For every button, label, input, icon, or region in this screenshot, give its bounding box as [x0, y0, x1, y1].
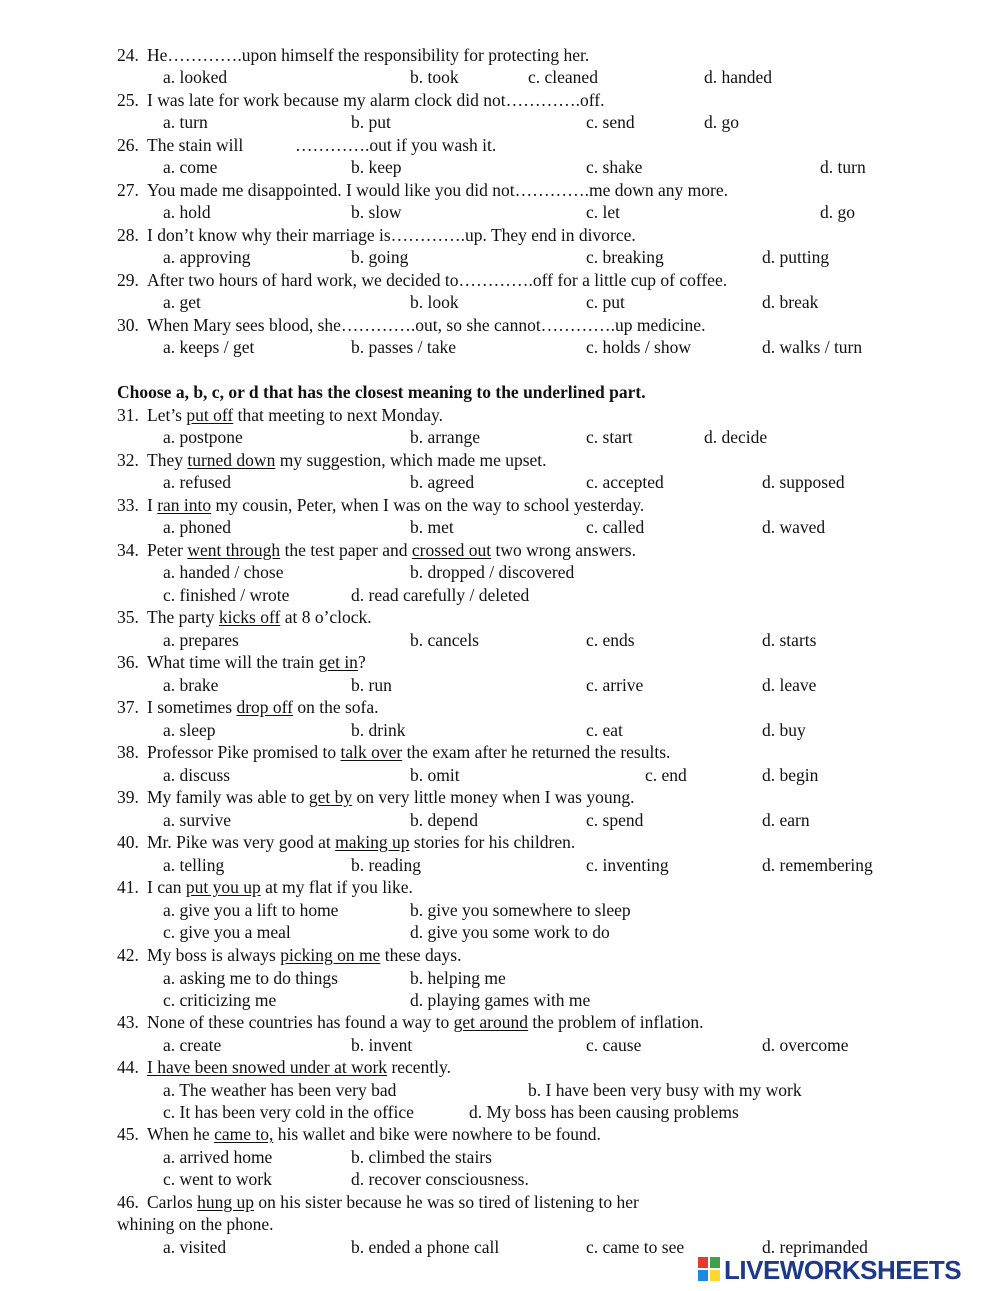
options-row	[0, 1168, 1000, 1190]
answer-option: a. prepares	[163, 630, 239, 650]
question-46-continuation	[0, 1213, 1000, 1235]
underlined-phrase: came to,	[214, 1124, 274, 1144]
options-row	[0, 584, 1000, 606]
options-row	[0, 111, 1000, 133]
question-text-segment: Peter	[147, 540, 188, 560]
question-text	[147, 269, 727, 291]
question-number: 46.	[117, 1192, 139, 1212]
question-text-segment: What time will the train	[147, 652, 319, 672]
question-25	[0, 89, 1000, 111]
question-number: 40.	[117, 832, 139, 852]
answer-option: b. reading	[351, 855, 421, 875]
question-45	[0, 1123, 1000, 1145]
answer-option: c. send	[586, 112, 635, 132]
options-row	[0, 764, 1000, 786]
answer-option: c. start	[586, 427, 633, 447]
question-text-segment: at 8 o’clock.	[280, 607, 372, 627]
answer-option: a. postpone	[163, 427, 243, 447]
question-text-segment: at my flat if you like.	[260, 877, 413, 897]
question-number: 35.	[117, 607, 139, 627]
answer-option: d. recover consciousness.	[351, 1169, 529, 1189]
underlined-phrase: making up	[335, 832, 410, 852]
answer-option: d. earn	[762, 810, 810, 830]
question-number: 45.	[117, 1124, 139, 1144]
answer-option: a. handed / chose	[163, 562, 284, 582]
options-row	[0, 471, 1000, 493]
question-39	[0, 786, 1000, 808]
answer-option: b. give you somewhere to sleep	[410, 900, 631, 920]
options-row	[0, 1101, 1000, 1123]
question-text-segment: the problem of inflation.	[528, 1012, 704, 1032]
answer-option: d. supposed	[762, 472, 845, 492]
answer-option: a. arrived home	[163, 1147, 273, 1167]
question-text	[147, 89, 604, 111]
answer-option: c. end	[645, 765, 687, 785]
answer-option: c. eat	[586, 720, 623, 740]
options-row	[0, 674, 1000, 696]
question-text-segment: When Mary sees blood, she………….out, so she cannot………….up medicine.	[147, 315, 706, 335]
liveworksheets-logo-text: LIVEWORKSHEETS	[724, 1255, 962, 1285]
question-text-segment: I don’t know why their marriage is………….up. They end in divorce.	[147, 225, 636, 245]
question-30	[0, 314, 1000, 336]
underlined-phrase: turned down	[187, 450, 276, 470]
answer-option: c. criticizing me	[163, 990, 277, 1010]
options-row	[0, 561, 1000, 583]
answer-option: c. spend	[586, 810, 644, 830]
question-44	[0, 1056, 1000, 1078]
question-number: 41.	[117, 877, 139, 897]
question-text	[147, 944, 462, 966]
answer-option: a. brake	[163, 675, 219, 695]
question-41	[0, 876, 1000, 898]
answer-option: d. remembering	[762, 855, 873, 875]
options-row	[0, 854, 1000, 876]
question-text-segment: When he	[147, 1124, 215, 1144]
question-number: 26.	[117, 135, 139, 155]
answer-option: d. give you some work to do	[410, 922, 610, 942]
question-text-segment: Mr. Pike was very good at	[147, 832, 336, 852]
answer-option: c. let	[586, 202, 621, 222]
question-text	[147, 1056, 451, 1078]
question-text	[147, 876, 413, 898]
question-text-segment: my suggestion, which made me upset.	[275, 450, 547, 470]
question-number: 32.	[117, 450, 139, 470]
question-text-segment: my cousin, Peter, when I was on the way to school yesterday.	[211, 495, 645, 515]
answer-option: a. hold	[163, 202, 211, 222]
question-26	[0, 134, 1000, 156]
answer-option: a. turn	[163, 112, 208, 132]
answer-option: d. decide	[704, 427, 768, 447]
underlined-phrase: put off	[186, 405, 234, 425]
question-number: 39.	[117, 787, 139, 807]
answer-option: d. begin	[762, 765, 819, 785]
question-text	[147, 179, 728, 201]
answer-option: b. put	[351, 112, 391, 132]
answer-option: c. ends	[586, 630, 635, 650]
options-row	[0, 967, 1000, 989]
answer-option: c. finished / wrote	[163, 585, 290, 605]
answer-option: a. give you a lift to home	[163, 900, 339, 920]
question-24	[0, 44, 1000, 66]
question-text	[147, 494, 644, 516]
underlined-phrase: hung up	[197, 1192, 254, 1212]
answer-option: b. dropped / discovered	[410, 562, 575, 582]
options-row	[0, 426, 1000, 448]
underlined-phrase: drop off	[236, 697, 293, 717]
question-text	[147, 1123, 601, 1145]
underlined-phrase: put you up	[185, 877, 261, 897]
question-text-segment: the exam after he returned the results.	[402, 742, 671, 762]
options-row	[0, 1146, 1000, 1168]
answer-option: b. slow	[351, 202, 402, 222]
answer-option: b. helping me	[410, 968, 506, 988]
answer-option: c. breaking	[586, 247, 664, 267]
answer-option: b. look	[410, 292, 459, 312]
question-number: 28.	[117, 225, 139, 245]
underlined-phrase: I have been snowed under at work	[147, 1057, 388, 1077]
answer-option: c. called	[586, 517, 645, 537]
answer-option: b. omit	[410, 765, 460, 785]
question-number: 38.	[117, 742, 139, 762]
question-text: The stain will	[147, 135, 244, 155]
question-35	[0, 606, 1000, 628]
question-27	[0, 179, 1000, 201]
answer-option: d. buy	[762, 720, 806, 740]
underlined-phrase: get around	[453, 1012, 529, 1032]
question-number: 44.	[117, 1057, 139, 1077]
answer-option: a. phoned	[163, 517, 232, 537]
underlined-phrase: get in	[318, 652, 358, 672]
question-28	[0, 224, 1000, 246]
underlined-phrase: get by	[308, 787, 353, 807]
answer-option: d. My boss has been causing problems	[469, 1102, 739, 1122]
answer-option: c. went to work	[163, 1169, 272, 1189]
answer-option: b. ended a phone call	[351, 1237, 500, 1257]
answer-option: c. arrive	[586, 675, 644, 695]
answer-option: a. refused	[163, 472, 232, 492]
options-row	[0, 156, 1000, 178]
answer-option: b. arrange	[410, 427, 480, 447]
question-text	[147, 651, 366, 673]
options-row	[0, 66, 1000, 88]
question-text: ………….out if you wash it.	[295, 135, 497, 155]
liveworksheets-logo-icon	[698, 1257, 720, 1281]
question-37	[0, 696, 1000, 718]
question-text	[147, 1191, 639, 1213]
question-32	[0, 449, 1000, 471]
question-text-segment: You made me disappointed. I would like you did not………….me down any more.	[147, 180, 729, 200]
answer-option: d. playing games with me	[410, 990, 591, 1010]
question-text	[147, 449, 547, 471]
answer-option: b. passes / take	[351, 337, 456, 357]
answer-option: d. break	[762, 292, 819, 312]
answer-option: a. discuss	[163, 765, 231, 785]
options-row	[0, 809, 1000, 831]
question-text-segment: that meeting to next Monday.	[233, 405, 443, 425]
question-34	[0, 539, 1000, 561]
question-text-segment: They	[147, 450, 188, 470]
liveworksheets-logo	[698, 1255, 998, 1285]
answer-option: d. waved	[762, 517, 826, 537]
answer-option: c. put	[586, 292, 625, 312]
answer-option: d. read carefully / deleted	[351, 585, 530, 605]
question-number: 33.	[117, 495, 139, 515]
question-number: 42.	[117, 945, 139, 965]
options-row	[0, 921, 1000, 943]
question-text-segment: The party	[147, 607, 219, 627]
answer-option: a. survive	[163, 810, 232, 830]
question-text	[147, 786, 635, 808]
underlined-phrase: ran into	[157, 495, 212, 515]
question-38	[0, 741, 1000, 763]
question-text-segment: None of these countries has found a way to	[147, 1012, 454, 1032]
question-text-segment: I can	[147, 877, 186, 897]
question-text-continuation: whining on the phone.	[117, 1214, 274, 1234]
question-text-segment: After two hours of hard work, we decided to………….off for a little cup of coffee.	[147, 270, 728, 290]
answer-option: a. The weather has been very bad	[163, 1080, 397, 1100]
options-row	[0, 899, 1000, 921]
answer-option: b. I have been very busy with my work	[528, 1080, 802, 1100]
options-row	[0, 516, 1000, 538]
question-number: 30.	[117, 315, 139, 335]
options-row	[0, 1079, 1000, 1101]
underlined-phrase: went through	[187, 540, 281, 560]
question-42	[0, 944, 1000, 966]
answer-option: a. sleep	[163, 720, 216, 740]
question-40	[0, 831, 1000, 853]
question-text	[147, 831, 575, 853]
answer-option: c. inventing	[586, 855, 669, 875]
answer-option: b. run	[351, 675, 392, 695]
answer-option: c. came to see	[586, 1237, 685, 1257]
question-text-segment: Carlos	[147, 1192, 198, 1212]
question-text-segment: these days.	[380, 945, 462, 965]
question-text-segment: on his sister because he was so tired of listening to her	[253, 1192, 639, 1212]
answer-option: d. go	[820, 202, 855, 222]
question-text-segment: recently.	[387, 1057, 452, 1077]
answer-option: a. telling	[163, 855, 225, 875]
options-row	[0, 201, 1000, 223]
question-text-segment: stories for his children.	[409, 832, 576, 852]
question-31	[0, 404, 1000, 426]
answer-option: c. holds / show	[586, 337, 691, 357]
question-text-segment: his wallet and bike were nowhere to be found.	[273, 1124, 601, 1144]
answer-option: b. cancels	[410, 630, 479, 650]
answer-option: a. create	[163, 1035, 222, 1055]
question-text	[147, 44, 589, 66]
answer-option: d. turn	[820, 157, 866, 177]
question-number: 37.	[117, 697, 139, 717]
question-text-segment: on very little money when I was young.	[352, 787, 635, 807]
answer-option: c. give you a meal	[163, 922, 291, 942]
answer-option: d. go	[704, 112, 739, 132]
section-heading	[0, 381, 1000, 403]
question-number: 25.	[117, 90, 139, 110]
underlined-phrase: crossed out	[411, 540, 492, 560]
question-number: 24.	[117, 45, 139, 65]
options-row	[0, 629, 1000, 651]
answer-option: d. leave	[762, 675, 817, 695]
question-text-segment: the test paper and	[280, 540, 412, 560]
question-number: 31.	[117, 405, 139, 425]
answer-option: c. cause	[586, 1035, 642, 1055]
answer-option: a. keeps / get	[163, 337, 255, 357]
options-row	[0, 246, 1000, 268]
answer-option: b. going	[351, 247, 409, 267]
answer-option: c. It has been very cold in the office	[163, 1102, 414, 1122]
underlined-phrase: picking on me	[280, 945, 381, 965]
question-text	[147, 404, 443, 426]
question-text-segment: I	[147, 495, 158, 515]
question-text	[147, 606, 372, 628]
answer-option: d. reprimanded	[762, 1237, 868, 1257]
question-text	[147, 224, 636, 246]
answer-option: b. invent	[351, 1035, 413, 1055]
options-row	[0, 336, 1000, 358]
answer-option: b. agreed	[410, 472, 475, 492]
question-36	[0, 651, 1000, 673]
answer-option: c. shake	[586, 157, 643, 177]
question-text	[147, 539, 636, 561]
answer-option: d. overcome	[762, 1035, 849, 1055]
answer-option: d. starts	[762, 630, 817, 650]
question-29	[0, 269, 1000, 291]
underlined-phrase: talk over	[340, 742, 403, 762]
question-text-segment: I sometimes	[147, 697, 237, 717]
question-46	[0, 1191, 1000, 1213]
answer-option: a. come	[163, 157, 218, 177]
question-text-segment: ?	[357, 652, 366, 672]
answer-option: d. walks / turn	[762, 337, 863, 357]
question-text-segment: My family was able to	[147, 787, 309, 807]
question-number: 43.	[117, 1012, 139, 1032]
options-row	[0, 291, 1000, 313]
answer-option: a. looked	[163, 67, 228, 87]
options-row	[0, 719, 1000, 741]
question-text-segment: Let’s	[147, 405, 187, 425]
question-text-segment: My boss is always	[147, 945, 281, 965]
answer-option: b. keep	[351, 157, 402, 177]
question-text-segment: on the sofa.	[292, 697, 379, 717]
answer-option: c. accepted	[586, 472, 664, 492]
question-text	[147, 696, 379, 718]
answer-option: b. met	[410, 517, 454, 537]
question-text-segment: Professor Pike promised to	[147, 742, 341, 762]
answer-option: b. drink	[351, 720, 406, 740]
options-row	[0, 1034, 1000, 1056]
answer-option: a. approving	[163, 247, 251, 267]
question-text-segment: two wrong answers.	[491, 540, 636, 560]
answer-option: a. get	[163, 292, 201, 312]
question-text	[147, 314, 705, 336]
section-heading-text: Choose a, b, c, or d that has the closest meaning to the underlined part.	[117, 382, 646, 402]
question-number: 27.	[117, 180, 139, 200]
answer-option: b. climbed the stairs	[351, 1147, 492, 1167]
question-43	[0, 1011, 1000, 1033]
answer-option: a. visited	[163, 1237, 227, 1257]
answer-option: b. depend	[410, 810, 479, 830]
answer-option: a. asking me to do things	[163, 968, 338, 988]
options-row	[0, 989, 1000, 1011]
answer-option: c. cleaned	[528, 67, 598, 87]
question-text-segment: He………….upon himself the responsibility for protecting her.	[147, 45, 590, 65]
question-text-segment: I was late for work because my alarm clock did not………….off.	[147, 90, 605, 110]
answer-option: d. putting	[762, 247, 830, 267]
question-33	[0, 494, 1000, 516]
question-text	[147, 741, 670, 763]
question-number: 34.	[117, 540, 139, 560]
underlined-phrase: kicks off	[218, 607, 281, 627]
question-number: 36.	[117, 652, 139, 672]
answer-option: d. handed	[704, 67, 773, 87]
answer-option: b. took	[410, 67, 459, 87]
question-number: 29.	[117, 270, 139, 290]
question-text	[147, 1011, 703, 1033]
